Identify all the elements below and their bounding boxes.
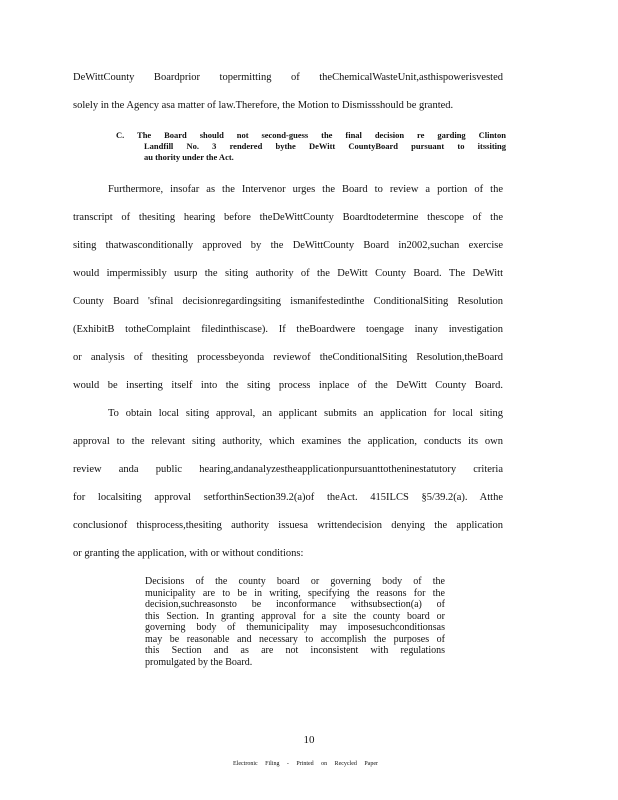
body-line: would be inserting itself into the siting process inplace of the DeWitt County Board. xyxy=(73,380,503,391)
quote-line: municipality are to be in writing, specifying the reasons for the xyxy=(145,587,445,599)
body-line: (ExhibitB totheComplaint filedinthiscase). If theBoardwere toengage inany investigation xyxy=(73,324,503,335)
body-line: review anda public hearing,andanalyzestheapplicationpursuanttotheninestatutory criteria xyxy=(73,464,503,475)
body-line: approval to the relevant siting authority, which examines the application, conducts its own xyxy=(73,436,503,447)
body-line: or analysis of thesiting processbeyonda reviewof theConditionalSiting Resolution,theBoard xyxy=(73,352,503,363)
body-line: or granting the application, with or without conditions: xyxy=(73,548,304,559)
section-heading-c xyxy=(116,130,506,163)
body-line: conclusionof thisprocess,thesiting authority issuesa writtendecision denying the application xyxy=(73,520,503,531)
block-quote xyxy=(145,576,445,668)
quote-line: governing body of themunicipality may imposesuchconditionsas xyxy=(145,622,445,633)
body-line: for localsiting approval setforthinSection39.2(a)of theAct. 415ILCS §5/39.2(a). Atthe xyxy=(73,492,503,503)
quote-line: this Section. In granting approval for a site the county board or xyxy=(145,610,445,622)
body-line: DeWittCounty Boardprior topermitting of theChemicalWasteUnit,asthispowerisvested xyxy=(73,72,503,83)
paragraph-first-line: To obtain local siting approval, an applicant submits an application for local siting xyxy=(108,408,503,419)
quote-line: decision,suchreasonsto be inconformance withsubsection(a) of xyxy=(145,599,445,610)
body-line: County Board 'sfinal decisionregardingsiting ismanifestedinthe ConditionalSiting Resolution xyxy=(73,296,503,307)
heading-line: Landfill No. 3 rendered bythe DeWitt CountyBoard pursuant to itssiting xyxy=(144,141,506,151)
heading-line: au thority under the Act. xyxy=(144,152,234,162)
quote-line: this Section and as are not inconsistent with regulations xyxy=(145,645,445,656)
page-number: 10 xyxy=(303,734,315,746)
quote-line: promulgated by the Board. xyxy=(145,656,253,668)
quote-line: Decisions of the county board or governing body of the xyxy=(145,576,445,587)
body-line: solely in the Agency asa matter of law.Therefore, the Motion to Dismissshould be granted. xyxy=(73,100,454,111)
body-line: would impermissibly usurp the siting authority of the DeWitt County Board. The DeWitt xyxy=(73,268,503,279)
heading-line: C. The Board should not second-guess the final decision re garding Clinton xyxy=(116,130,506,140)
footer-text: Electronic Filing - Printed on Recycled Paper xyxy=(233,761,378,767)
quote-line: may be reasonable and necessary to accomplish the purposes of xyxy=(145,633,445,645)
body-line: siting thatwasconditionally approved by the DeWittCounty Board in2002,suchan exercise xyxy=(73,240,503,251)
paragraph-first-line: Furthermore, insofar as the Intervenor urges the Board to review a portion of the xyxy=(108,184,503,195)
body-line: transcript of thesiting hearing before theDeWittCounty Boardtodetermine thescope of the xyxy=(73,212,503,223)
